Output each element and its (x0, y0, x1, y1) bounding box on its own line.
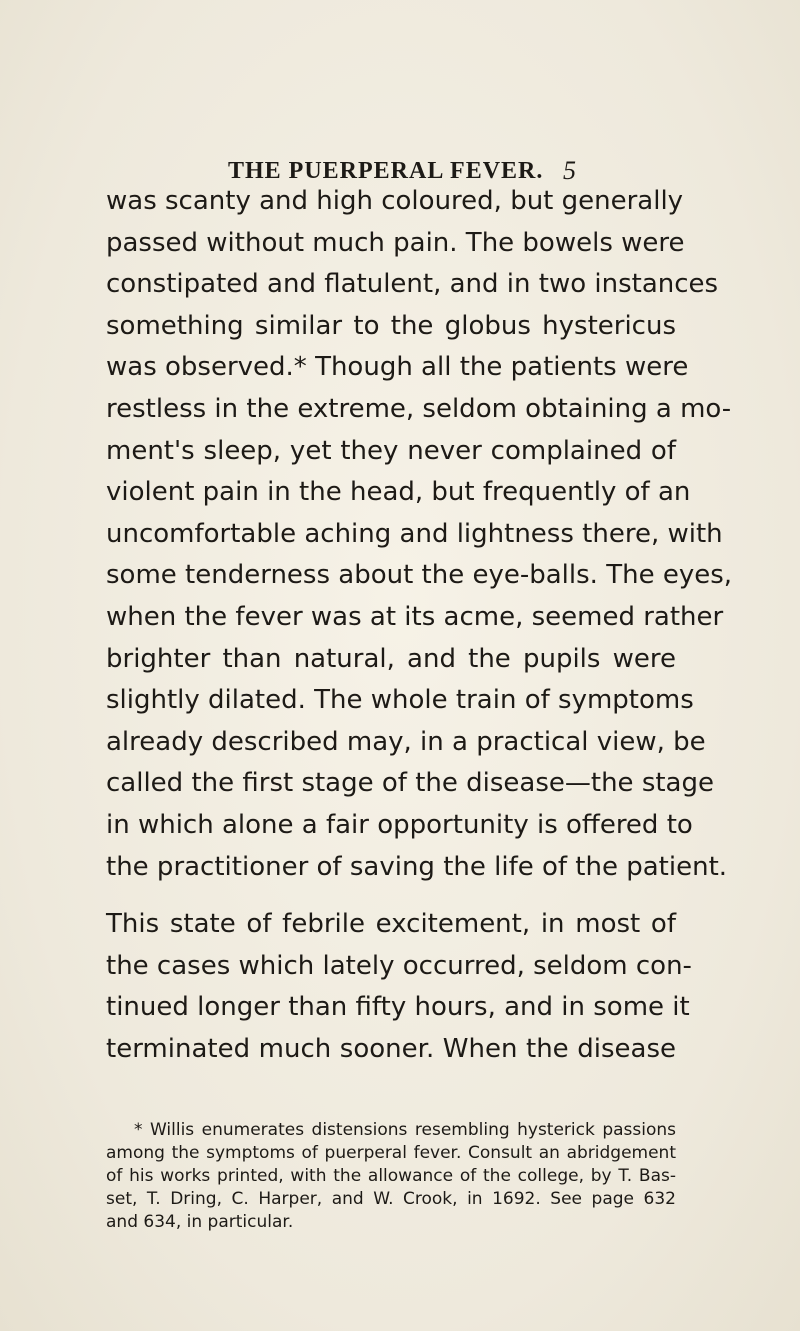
text-line: in which alone a fair opportunity is offered to (106, 809, 693, 840)
footnote-line: set, T. Dring, C. Harper, and W. Crook, in 1692. See page 632 (106, 1188, 676, 1209)
paragraph-2 (106, 904, 692, 1070)
text-line: was scanty and high coloured, but generally (106, 186, 684, 216)
text-line: tinued longer than fifty hours, and in some it (106, 992, 690, 1023)
footnote-line: of his works printed, with the allowance of the college, by T. Bas- (106, 1165, 676, 1186)
page-number: 5 (563, 156, 576, 185)
text-line: already described may, in a practical view, be (106, 726, 706, 757)
footnote (106, 1119, 676, 1234)
text-line: restless in the extreme, seldom obtaining a mo- (106, 393, 732, 424)
text-line: passed without much pain. The bowels were (106, 227, 685, 258)
text-line: the practitioner of saving the life of the patient. (106, 851, 728, 882)
footnote-line: among the symptoms of puerperal fever. Consult an abridgement (106, 1142, 676, 1163)
text-line: uncomfortable aching and lightness there, with (106, 518, 723, 549)
text-line: constipated and flatulent, and in two instances (106, 269, 719, 300)
text-line: the cases which lately occurred, seldom con- (106, 950, 692, 981)
running-title: THE PUERPERAL FEVER. (228, 158, 544, 184)
text-line: violent pain in the head, but frequently of an (106, 477, 691, 508)
text-line: This state of febrile excitement, in most of (106, 909, 676, 940)
footnote-line: * Willis enumerates distensions resembling hysterick passions (134, 1119, 676, 1140)
paragraph-1 (106, 181, 733, 888)
text-line: slightly dilated. The whole train of symptoms (106, 685, 694, 716)
text-line: some tenderness about the eye-balls. The eyes, (106, 560, 733, 591)
footnote-line: and 634, in particular. (106, 1211, 294, 1232)
text-line: ment's sleep, yet they never complained of (106, 435, 676, 466)
text-line: brighter than natural, and the pupils were (106, 643, 676, 674)
text-line: was observed.* Though all the patients were (106, 352, 689, 383)
text-line: something similar to the globus hystericus (106, 310, 676, 341)
text-line: terminated much sooner. When the disease (106, 1033, 676, 1064)
text-line: called the first stage of the disease—the stage (106, 768, 714, 799)
text-line: when the fever was at its acme, seemed rather (106, 601, 724, 632)
